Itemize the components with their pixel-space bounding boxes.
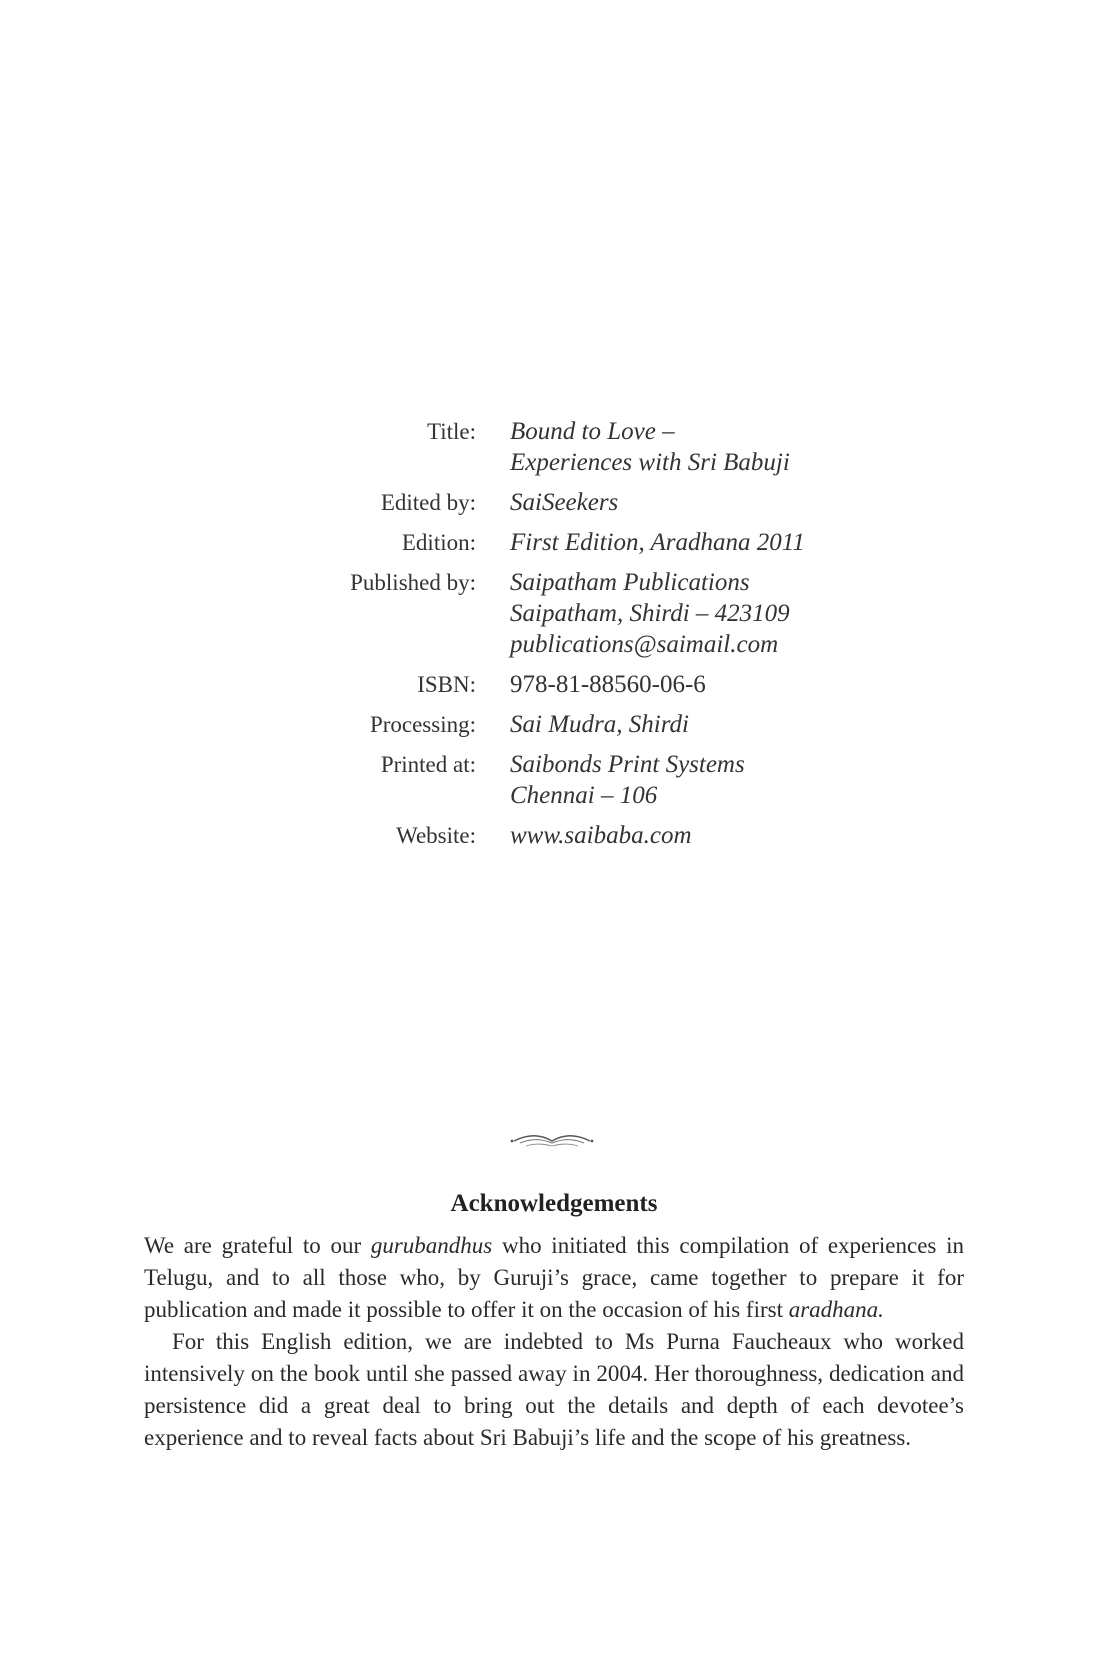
book-subtitle: Experiences with Sri Babuji bbox=[510, 449, 790, 476]
colophon-value bbox=[510, 709, 689, 740]
ack-italic-term: gurubandhus bbox=[370, 1233, 493, 1258]
edition-text: First Edition, Aradhana 2011 bbox=[510, 529, 805, 556]
editor-name: SaiSeekers bbox=[510, 489, 619, 516]
flourish-ornament-icon bbox=[510, 1128, 594, 1154]
processing-text: Sai Mudra, Shirdi bbox=[510, 711, 689, 738]
colophon-value bbox=[510, 749, 745, 811]
colophon-isbn-row bbox=[0, 669, 1100, 700]
colophon-label: Printed at: bbox=[380, 752, 476, 777]
colophon-title-row bbox=[0, 416, 1100, 478]
ack-italic-term: aradhana. bbox=[788, 1297, 884, 1322]
acknowledgements-paragraph-2: For this English edition, we are indebted to Ms Purna Faucheaux who worked intensively on the book until she passed away in 2004. Her thoroughness, dedication and persistence did a great deal to bring out the details and depth of each devotee’s experience and to reveal facts about Sri Babuji’s life and the scope of his greatness. bbox=[144, 1329, 964, 1450]
publisher-name: Saipatham Publications bbox=[510, 569, 750, 596]
colophon-value bbox=[510, 487, 618, 518]
colophon-value bbox=[510, 820, 692, 851]
acknowledgements-heading: Acknowledgements bbox=[450, 1190, 658, 1217]
colophon-value bbox=[510, 527, 805, 558]
colophon-editor-row bbox=[0, 487, 1100, 518]
colophon-value bbox=[510, 416, 790, 478]
colophon-label: Website: bbox=[396, 823, 476, 848]
isbn-number: 978-81-88560-06-6 bbox=[510, 671, 706, 698]
colophon-printer-row bbox=[0, 749, 1100, 811]
book-title: Bound to Love – bbox=[510, 418, 675, 445]
ack-text: We are grateful to our bbox=[144, 1233, 371, 1258]
colophon-edition-row bbox=[0, 527, 1100, 558]
colophon-label: Processing: bbox=[369, 712, 476, 737]
acknowledgements-paragraph-1 bbox=[144, 1230, 964, 1326]
colophon-label: Edited by: bbox=[380, 490, 476, 515]
colophon-website-row bbox=[0, 820, 1100, 851]
colophon-publisher-row bbox=[0, 567, 1100, 660]
printer-city: Chennai – 106 bbox=[510, 782, 658, 809]
website-url: www.saibaba.com bbox=[510, 822, 692, 849]
colophon-value bbox=[510, 567, 790, 660]
colophon-processing-row bbox=[0, 709, 1100, 740]
publisher-email: publications@saimail.com bbox=[510, 631, 779, 658]
colophon-label: ISBN: bbox=[417, 672, 476, 697]
colophon-label: Edition: bbox=[401, 530, 476, 555]
acknowledgements-section bbox=[144, 1188, 964, 1454]
ack-text: who initiated this compilation of experiences in Telugu, and to all those who, by Guruji’s grace, came together to prepare it for publication and made it possible to offer it on the occasion of his first bbox=[144, 1233, 964, 1322]
colophon-value bbox=[510, 669, 706, 700]
colophon bbox=[0, 416, 1100, 860]
printer-name: Saibonds Print Systems bbox=[510, 751, 745, 778]
colophon-label: Published by: bbox=[350, 570, 476, 595]
publisher-address: Saipatham, Shirdi – 423109 bbox=[510, 600, 790, 627]
colophon-label: Title: bbox=[426, 419, 476, 444]
